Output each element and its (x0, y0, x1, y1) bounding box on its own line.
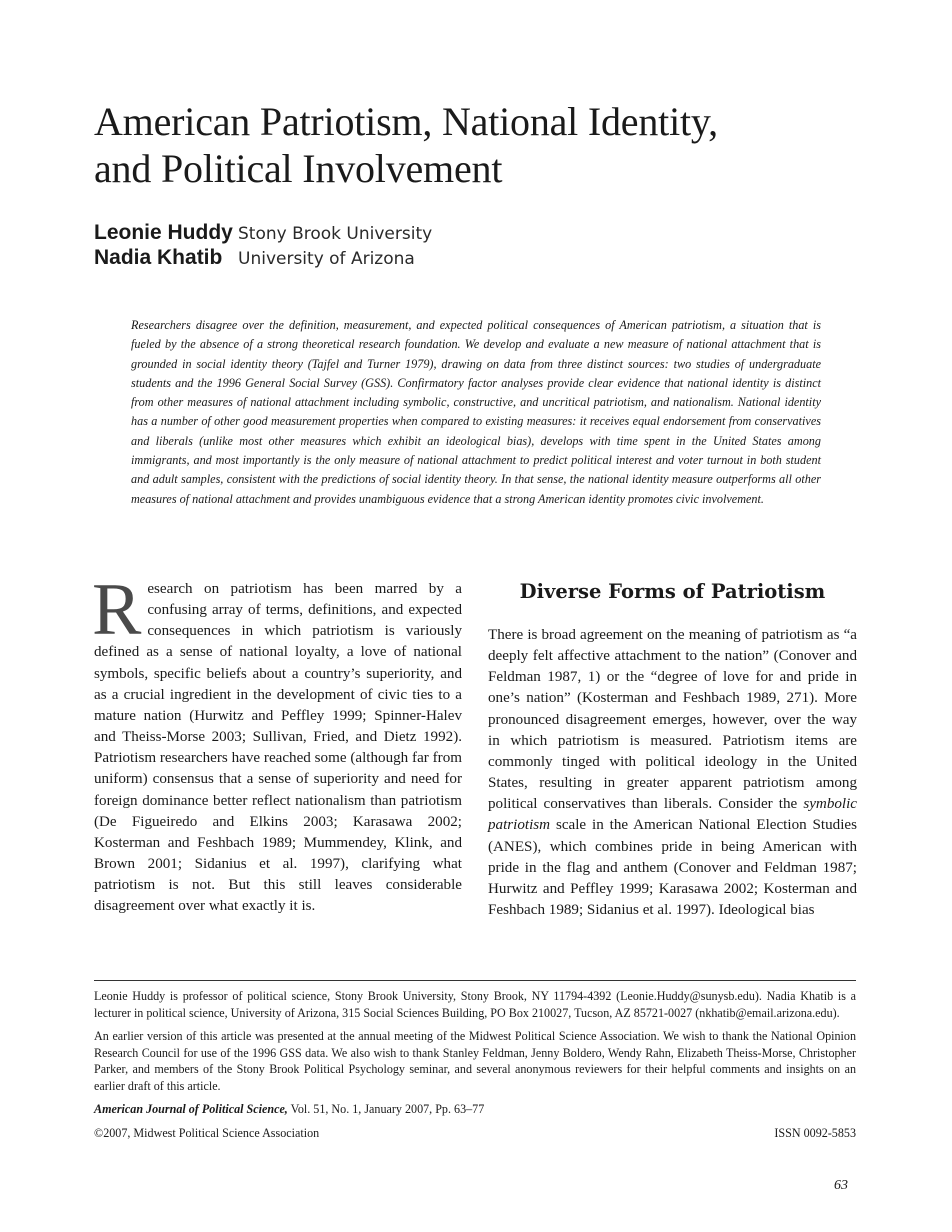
journal-citation (94, 1101, 856, 1118)
section-paragraph (488, 625, 857, 921)
author-entry (94, 220, 432, 245)
author-footnote: Leonie Huddy is professor of political science, Stony Brook University, Stony Brook, NY 11794-4392 (Leonie.Huddy@sunysb.edu). Nadia Khatib is a lecturer in political science, University of Arizona, 315 Social Sciences Building, PO Box 210027, Tucson, AZ 85721-0027 (nkhatib@email.arizona.edu). (94, 989, 856, 1020)
acknowledgments-footnote: An earlier version of this article was presented at the annual meeting of the Midwest Political Science Association. We wish to thank the National Opinion Research Council for use of the 1996 GSS data. We also wish to thank Stanley Feldman, Jenny Boldero, Wendy Rahn, Elizabeth Theiss-Morse, Christopher Parker, and members of the Stony Brook Political Psychology seminar, and several anonymous reviewers for their helpful comments and insights on an earlier draft of this article. (94, 1029, 856, 1093)
article-title-line-2: and Political Involvement (94, 146, 503, 191)
journal-name: American Journal of Political Science, (94, 1102, 288, 1116)
author-entry (94, 245, 432, 270)
copyright: ©2007, Midwest Political Science Association (94, 1125, 320, 1140)
page-number: 63 (834, 1178, 848, 1193)
article-title (94, 98, 874, 192)
author-name: Nadia Khatib (94, 246, 223, 269)
section-text-part-1: There is broad agreement on the meaning of patriotism as “a deeply felt affective attachment to the nation” (Conover and Feldman 1987, 1) or the “degree of love for and pride in one’s nation” (Kosterman and Feshbach 1989, 271). More pronounced disagreement emerges, however, over the way in which patriotism is measured. Patriotism items are commonly tinged with political ideology in the United States, resulting in greater apparent patriotism among political conservatives than liberals. Consider the (488, 627, 857, 813)
intro-paragraph (92, 569, 462, 918)
intro-text: esearch on patriotism has been marred by a confusing array of terms, definitions, and expected consequences in which patriotism is variously defined as a sense of national loyalty, a love of national symbols, specific beliefs about a country’s superiority, and as a crucial ingredient in the development of civic ties to a mature nation (Hurwitz and Peffley 1999; Spinner-Halev and Theiss-Morse 2003; Sullivan, Fried, and Dietz 1992). Patriotism researchers have reached some (although far from uniform) consensus that a sense of superiority and need for foreign dominance better reflect nationalism than patriotism (De Figueiredo and Elkins 2003; Karasawa 2002; Kosterman and Feshbach 1989; Mummendey, Klink, and Brown 2001; Sidanius et al. 1997), clarifying what patriotism is not. But this still leaves considerable disagreement over what exactly it is. (94, 581, 462, 915)
article-title-line-1: American Patriotism, National Identity, (94, 99, 718, 144)
footnotes (94, 988, 856, 1142)
section-heading: Diverse Forms of Patriotism (519, 580, 826, 603)
drop-cap: R (92, 569, 142, 651)
author-affiliation: Stony Brook University (238, 224, 433, 244)
journal-details: Vol. 51, No. 1, January 2007, Pp. 63–77 (287, 1102, 485, 1116)
right-column (488, 578, 857, 921)
author-name: Leonie Huddy (94, 221, 233, 244)
author-affiliation: University of Arizona (238, 249, 415, 269)
section-text-part-2: scale in the American National Election Studies (ANES), which combines pride in being American with pride in the flag and anthem (Conover and Feldman 1987; Hurwitz and Peffley 1999; Karasawa 2002; Kosterman and Feshbach 1989; Sidanius et al. 1997). Ideological bias (488, 817, 857, 919)
copyright-row (94, 1125, 856, 1142)
section-text-italic: symbolic patriotism (488, 796, 857, 834)
abstract: Researchers disagree over the definition, measurement, and expected political consequences of American patriotism, a situation that is fueled by the absence of a strong theoretical research foundation. We develop and evaluate a new measure of national attachment that is grounded in social identity theory (Tajfel and Turner 1979), drawing on data from three distinct sources: two studies of undergraduate students and the 1996 General Social Survey (GSS). Confirmatory factor analyses provide clear evidence that national identity is distinct from other measures of national attachment including symbolic, constructive, and uncritical patriotism, and nationalism. National identity has a number of other good measurement properties when compared to existing measures: it receives equal endorsement from conservatives and liberals (unlike most other measures which exhibit an ideological bias), develops with time spent in the United States among immigrants, and most importantly is the only measure of national attachment to predict political interest and voter turnout in both student and adult samples, consistent with the predictions of social identity theory. In that sense, the national identity measure outperforms all other measures of national attachment and provides unambiguous evidence that a strong American identity promotes civic involvement. (131, 318, 821, 506)
issn: ISSN 0092-5853 (774, 1125, 856, 1140)
author-list (94, 220, 432, 270)
footnote-divider (94, 980, 856, 981)
